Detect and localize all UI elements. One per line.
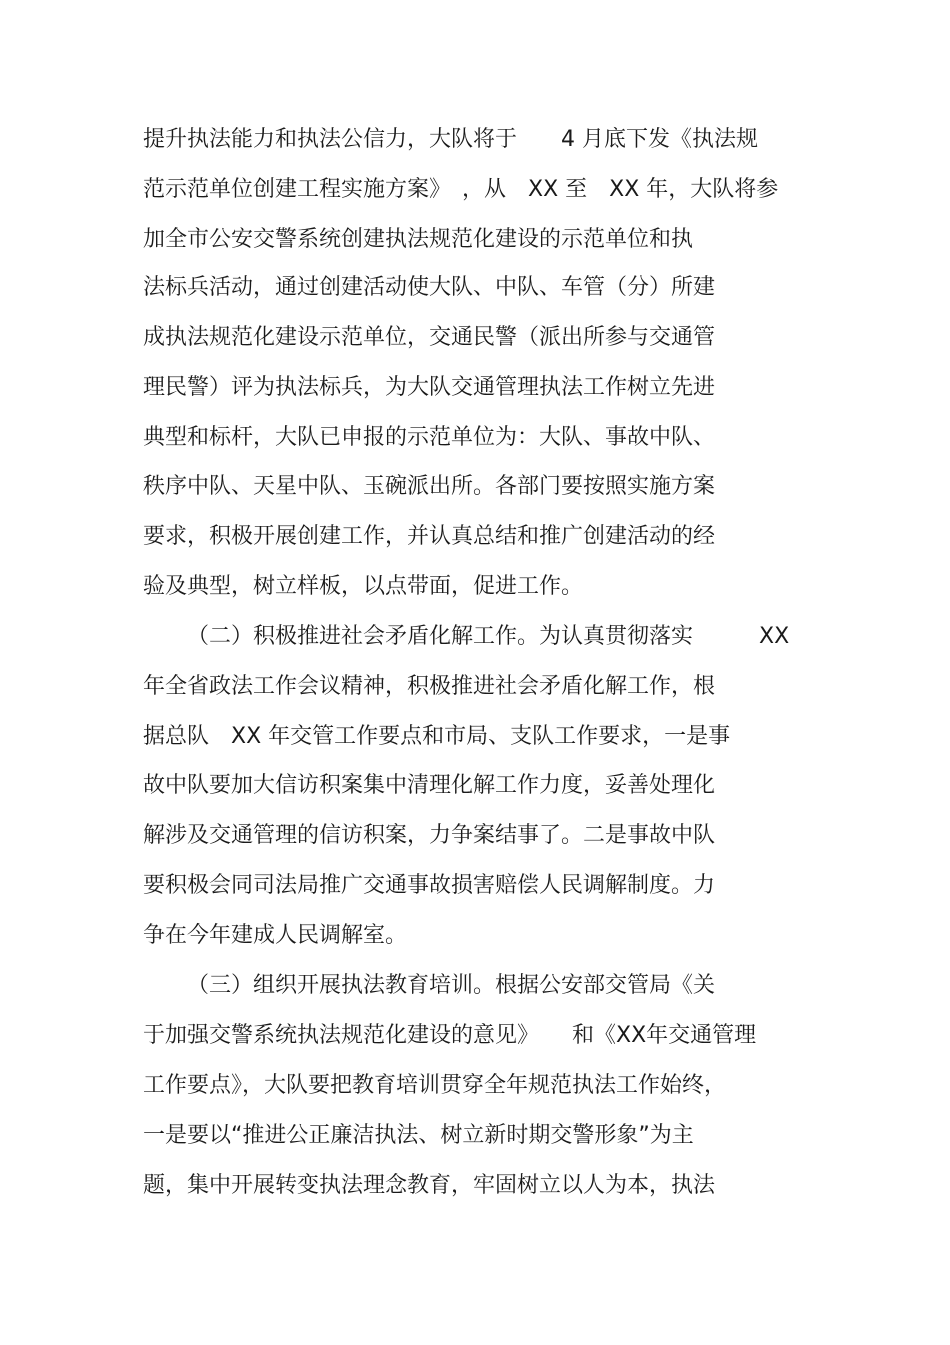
text-line: 解涉及交通管理的信访积案，力争案结事了。二是事故中队: [143, 823, 716, 848]
text-line: 工作要点》，大队要把教育培训贯穿全年规范执法工作始终，: [143, 1073, 727, 1098]
text-line: 题，集中开展转变执法理念教育，牢固树立以人为本，执法: [143, 1173, 716, 1198]
text-line: 故中队要加大信访积案集中清理化解工作力度，妥善处理化: [143, 773, 716, 798]
text-line: 秩序中队、天星中队、玉碗派出所。各部门要按照实施方案: [143, 474, 716, 499]
text-line: 于加强交警系统执法规范化建设的意见》 和《XX年交通管理: [143, 1023, 757, 1048]
text-line: 争在今年建成人民调解室。: [143, 923, 408, 948]
text-line: 一是要以“推进公正廉洁执法、树立新时期交警形象”为主: [143, 1123, 694, 1148]
paragraph-heading-2: （二）积极推进社会矛盾化解工作。为认真贯彻落实 XX: [187, 624, 790, 649]
text-line: 年全省政法工作会议精神，积极推进社会矛盾化解工作，根: [143, 674, 716, 699]
paragraph-heading-3: （三）组织开展执法教育培训。根据公安部交管局《关: [187, 973, 716, 998]
text-line: 典型和标杆，大队已申报的示范单位为：大队、事故中队、: [143, 425, 716, 450]
text-line: 验及典型，树立样板，以点带面，促进工作。: [143, 574, 584, 599]
text-line: 要积极会同司法局推广交通事故损害赔偿人民调解制度。力: [143, 873, 716, 898]
text-line: 提升执法能力和执法公信力，大队将于 4 月底下发《执法规: [143, 127, 758, 152]
text-line: 据总队 XX 年交管工作要点和市局、支队工作要求，一是事: [143, 724, 731, 749]
text-line: 成执法规范化建设示范单位，交通民警（派出所参与交通管: [143, 325, 716, 350]
text-line: 理民警）评为执法标兵，为大队交通管理执法工作树立先进: [143, 375, 716, 400]
text-line: 加全市公安交警系统创建执法规范化建设的示范单位和执: [143, 227, 694, 252]
text-line: 法标兵活动，通过创建活动使大队、中队、车管（分）所建: [143, 275, 716, 300]
text-line: 要求，积极开展创建工作，并认真总结和推广创建活动的经: [143, 524, 716, 549]
text-line: 范示范单位创建工程实施方案》 ，从 XX 至 XX 年，大队将参: [143, 177, 779, 202]
